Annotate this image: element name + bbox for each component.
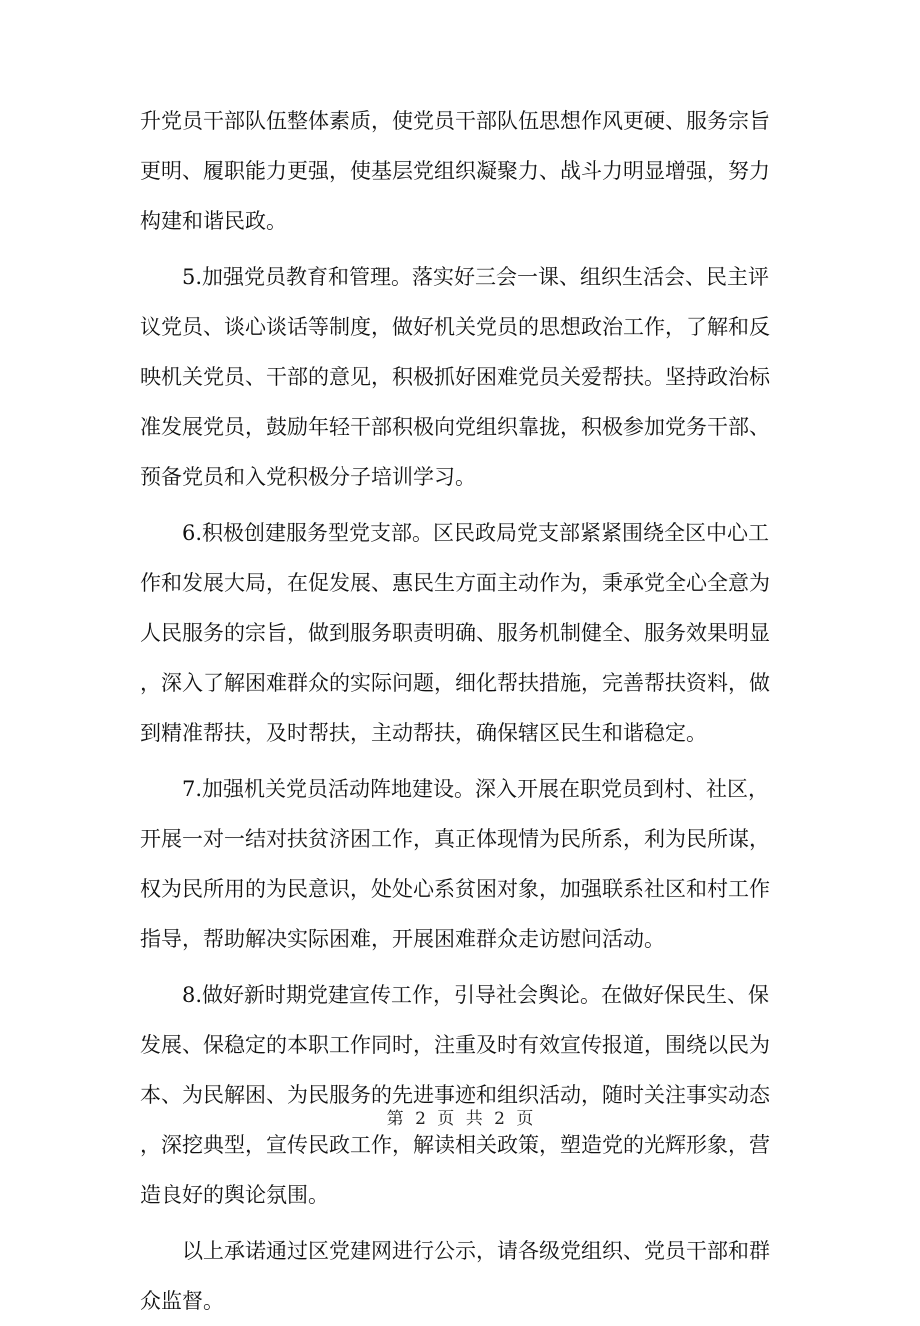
text-line: 到精准帮扶，及时帮扶，主动帮扶，确保辖区民生和谐稳定。 — [140, 721, 707, 745]
text-line: 开展一对一结对扶贫济困工作，真正体现情为民所系，利为民所谋， — [140, 827, 770, 851]
text-line: 人民服务的宗旨，做到服务职责明确、服务机制健全、服务效果明显 — [140, 621, 770, 645]
text-line: 本、为民解困、为民服务的先进事迹和组织活动，随时关注事实动态 — [140, 1083, 770, 1107]
text-line: 准发展党员，鼓励年轻干部积极向党组织靠拢，积极参加党务干部、 — [140, 415, 770, 439]
text-line: 发展、保稳定的本职工作同时，注重及时有效宣传报道，围绕以民为 — [140, 1033, 770, 1057]
text-line: 指导，帮助解决实际困难，开展困难群众走访慰问活动。 — [140, 927, 665, 951]
text-line: ，深挖典型，宣传民政工作，解读相关政策，塑造党的光辉形象，营 — [140, 1133, 770, 1157]
text-line: 6.积极创建服务型党支部。区民政局党支部紧紧围绕全区中心工 — [140, 521, 770, 545]
text-line: 5.加强党员教育和管理。落实好三会一课、组织生活会、民主评 — [140, 265, 770, 289]
text-line: 权为民所用的为民意识，处处心系贫困对象，加强联系社区和村工作 — [140, 877, 770, 901]
text-line: 作和发展大局，在促发展、惠民生方面主动作为，秉承党全心全意为 — [140, 571, 770, 595]
text-line: 升党员干部队伍整体素质，使党员干部队伍思想作风更硬、服务宗旨 — [140, 109, 770, 133]
page-number-footer: 第 2 页 共 2 页 — [386, 1109, 534, 1129]
text-line: 造良好的舆论氛围。 — [140, 1183, 329, 1207]
text-line: 以上承诺通过区党建网进行公示，请各级党组织、党员干部和群 — [140, 1239, 770, 1263]
text-line: 映机关党员、干部的意见，积极抓好困难党员关爱帮扶。坚持政治标 — [140, 365, 770, 389]
text-line: 预备党员和入党积极分子培训学习。 — [140, 465, 476, 489]
text-line: ，深入了解困难群众的实际问题，细化帮扶措施，完善帮扶资料，做 — [140, 671, 770, 695]
text-line: 议党员、谈心谈话等制度，做好机关党员的思想政治工作，了解和反 — [140, 315, 770, 339]
text-line: 7.加强机关党员活动阵地建设。深入开展在职党员到村、社区， — [140, 777, 770, 801]
text-line: 构建和谐民政。 — [140, 209, 287, 233]
body-text — [140, 96, 780, 1326]
text-line: 8.做好新时期党建宣传工作，引导社会舆论。在做好保民生、保 — [140, 983, 770, 1007]
text-line: 更明、履职能力更强，使基层党组织凝聚力、战斗力明显增强，努力 — [140, 159, 770, 183]
text-line: 众监督。 — [140, 1289, 224, 1313]
